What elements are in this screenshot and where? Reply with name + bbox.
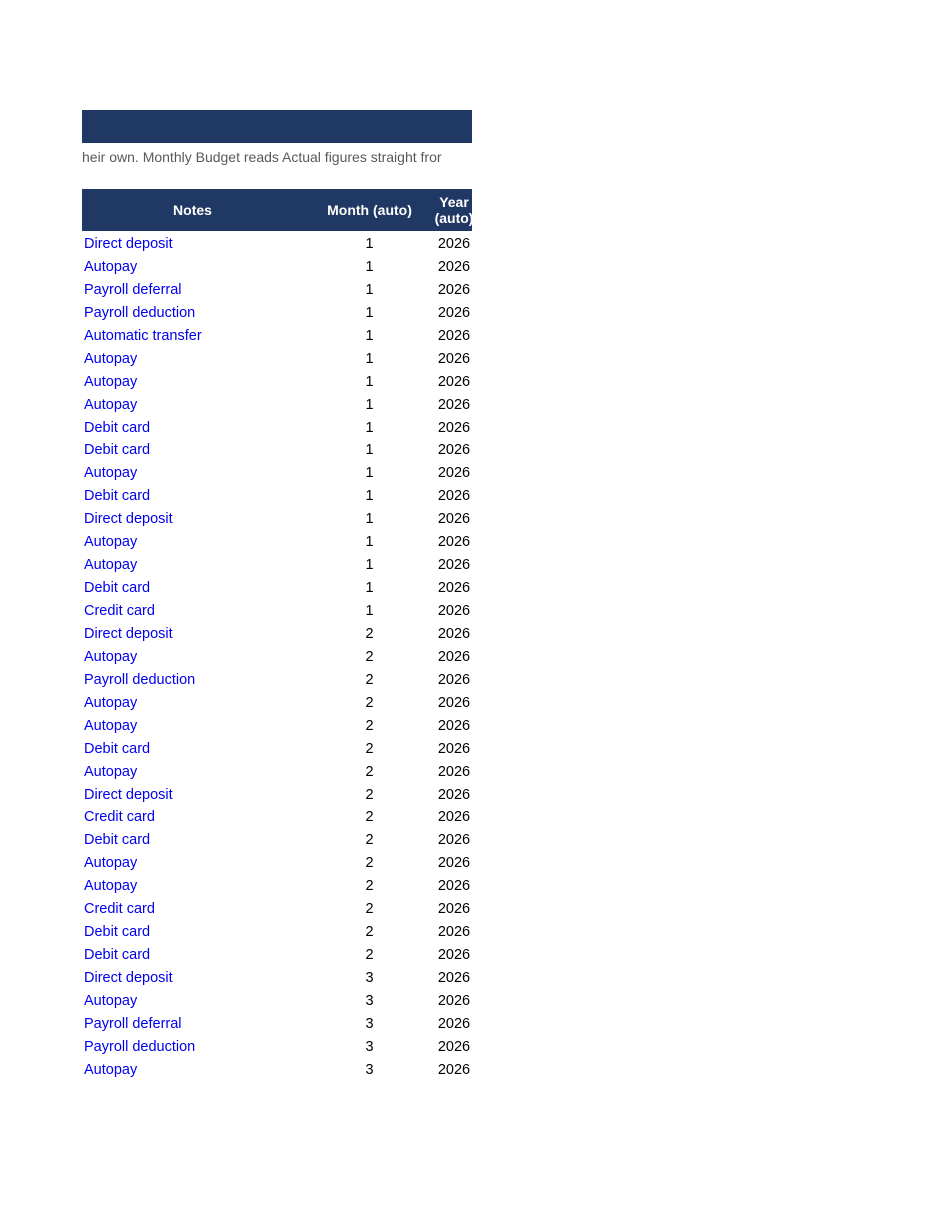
table-row	[82, 508, 472, 531]
year-cell[interactable]: 2026	[437, 281, 471, 298]
month-cell[interactable]: 1	[365, 603, 374, 619]
notes-cell[interactable]: Autopay	[84, 694, 138, 711]
notes-cell[interactable]: Direct deposit	[84, 625, 173, 642]
year-cell[interactable]: 2026	[437, 625, 471, 642]
month-cell[interactable]: 1	[365, 258, 374, 275]
table-row	[82, 669, 472, 692]
year-cell[interactable]: 2026	[437, 924, 471, 941]
month-cell[interactable]: 3	[365, 1015, 374, 1032]
year-cell[interactable]: 2026	[437, 992, 471, 1009]
table-row	[82, 462, 472, 485]
notes-cell[interactable]: Autopay	[84, 350, 138, 367]
month-cell[interactable]: 1	[365, 236, 374, 252]
notes-cell[interactable]: Autopay	[84, 1061, 138, 1078]
notes-cell[interactable]: Autopay	[84, 763, 138, 780]
table-row	[82, 1059, 472, 1082]
notes-cell[interactable]: Debit card	[84, 580, 151, 597]
table-row	[82, 1013, 472, 1036]
description-text-content: heir own. Monthly Budget reads Actual figures straight fror	[82, 149, 442, 165]
notes-cell[interactable]: Debit card	[84, 924, 151, 941]
table-row	[82, 417, 472, 440]
month-cell[interactable]: 2	[365, 763, 374, 780]
month-cell[interactable]: 1	[365, 557, 374, 574]
month-cell[interactable]: 2	[365, 717, 374, 734]
year-cell[interactable]: 2026	[437, 373, 471, 390]
table-row	[82, 623, 472, 646]
column-header-year[interactable]: Year (auto)	[434, 194, 474, 226]
month-cell[interactable]: 2	[365, 924, 374, 941]
table-row	[82, 531, 472, 554]
year-cell[interactable]: 2026	[437, 327, 471, 344]
notes-cell[interactable]: Autopay	[84, 396, 138, 413]
notes-cell[interactable]: Debit card	[84, 442, 151, 459]
month-cell[interactable]: 2	[365, 740, 374, 757]
notes-cell[interactable]: Autopay	[84, 717, 138, 734]
table-row	[82, 875, 472, 898]
table-row	[82, 944, 472, 967]
month-cell[interactable]: 2	[365, 809, 374, 826]
notes-cell[interactable]: Payroll deduction	[84, 304, 196, 321]
month-cell[interactable]: 2	[365, 832, 374, 849]
table-row	[82, 554, 472, 577]
month-cell[interactable]: 2	[365, 947, 374, 964]
year-cell[interactable]: 2026	[437, 901, 471, 918]
year-cell[interactable]: 2026	[437, 580, 471, 597]
notes-cell[interactable]: Debit card	[84, 419, 151, 436]
month-cell[interactable]: 2	[365, 878, 374, 895]
title-banner	[82, 110, 472, 143]
year-cell[interactable]: 2026	[437, 350, 471, 367]
month-cell[interactable]: 1	[365, 580, 374, 597]
table-row	[82, 394, 472, 417]
month-cell[interactable]: 1	[365, 419, 374, 436]
table-row	[82, 577, 472, 600]
notes-cell[interactable]: Autopay	[84, 878, 138, 895]
year-cell[interactable]: 2026	[437, 970, 471, 986]
year-cell[interactable]: 2026	[437, 465, 471, 482]
notes-cell[interactable]: Automatic transfer	[84, 327, 202, 344]
month-cell[interactable]: 3	[365, 1038, 374, 1055]
year-cell[interactable]: 2026	[437, 809, 471, 826]
notes-cell[interactable]: Direct deposit	[84, 786, 173, 803]
year-cell[interactable]: 2026	[437, 304, 471, 321]
month-cell[interactable]: 2	[365, 671, 374, 688]
notes-cell[interactable]: Payroll deduction	[84, 1038, 196, 1055]
year-cell[interactable]: 2026	[437, 1038, 471, 1055]
notes-cell[interactable]: Autopay	[84, 855, 138, 872]
table-row	[82, 898, 472, 921]
notes-cell[interactable]: Payroll deferral	[84, 1015, 182, 1032]
table-row	[82, 439, 472, 462]
notes-cell[interactable]: Autopay	[84, 534, 138, 551]
table-row	[82, 325, 472, 348]
month-cell[interactable]: 3	[365, 970, 374, 986]
table-row	[82, 692, 472, 715]
table-row	[82, 806, 472, 829]
column-header-month[interactable]: Month (auto)	[327, 202, 412, 218]
table-row	[82, 921, 472, 944]
year-cell[interactable]: 2026	[437, 855, 471, 872]
table-row	[82, 646, 472, 669]
notes-cell[interactable]: Payroll deduction	[84, 671, 196, 688]
month-cell[interactable]: 1	[365, 442, 374, 459]
month-cell[interactable]: 1	[365, 327, 374, 344]
year-cell[interactable]: 2026	[437, 396, 471, 413]
notes-cell[interactable]: Credit card	[84, 809, 155, 826]
year-cell[interactable]: 2026	[437, 947, 471, 964]
table-row	[82, 761, 472, 784]
year-cell[interactable]: 2026	[437, 740, 471, 757]
notes-cell[interactable]: Autopay	[84, 373, 138, 390]
notes-cell[interactable]: Credit card	[84, 901, 155, 918]
year-cell[interactable]: 2026	[437, 717, 471, 734]
spreadsheet-page	[82, 110, 472, 1082]
year-cell[interactable]: 2026	[437, 258, 471, 275]
notes-cell[interactable]: Autopay	[84, 992, 138, 1009]
year-cell[interactable]: 2026	[437, 786, 471, 803]
month-cell[interactable]: 1	[365, 511, 374, 528]
table-header	[82, 189, 472, 231]
table-row	[82, 784, 472, 807]
table-row	[82, 967, 472, 990]
table-row	[82, 852, 472, 875]
notes-cell[interactable]: Debit card	[84, 740, 151, 757]
notes-cell[interactable]: Debit card	[84, 947, 151, 964]
month-cell[interactable]: 3	[365, 1061, 374, 1078]
year-cell[interactable]: 2026	[437, 832, 471, 849]
year-cell[interactable]: 2026	[437, 557, 471, 574]
table-row	[82, 829, 472, 852]
table-row	[82, 233, 472, 256]
month-cell[interactable]: 3	[365, 992, 374, 1009]
month-cell[interactable]: 2	[365, 901, 374, 918]
notes-cell[interactable]: Direct deposit	[84, 236, 173, 252]
table-row	[82, 371, 472, 394]
notes-cell[interactable]: Direct deposit	[84, 511, 173, 528]
notes-cell[interactable]: Debit card	[84, 832, 151, 849]
table-row	[82, 715, 472, 738]
month-cell[interactable]: 1	[365, 304, 374, 321]
month-cell[interactable]: 1	[365, 373, 374, 390]
notes-cell[interactable]: Autopay	[84, 648, 138, 665]
notes-cell[interactable]: Autopay	[84, 557, 138, 574]
table-row	[82, 600, 472, 623]
year-cell[interactable]: 2026	[437, 442, 471, 459]
year-cell[interactable]: 2026	[437, 236, 471, 252]
month-cell[interactable]: 1	[365, 396, 374, 413]
table-row	[82, 1036, 472, 1059]
month-cell[interactable]: 2	[365, 648, 374, 665]
month-cell[interactable]: 2	[365, 625, 374, 642]
notes-cell[interactable]: Debit card	[84, 488, 151, 505]
month-cell[interactable]: 2	[365, 786, 374, 803]
year-cell[interactable]: 2026	[437, 878, 471, 895]
year-cell[interactable]: 2026	[437, 1015, 471, 1032]
year-cell[interactable]: 2026	[437, 671, 471, 688]
year-cell[interactable]: 2026	[437, 694, 471, 711]
month-cell[interactable]: 1	[365, 534, 374, 551]
year-cell[interactable]: 2026	[437, 419, 471, 436]
table-row	[82, 348, 472, 371]
notes-cell[interactable]: Credit card	[84, 603, 155, 619]
notes-cell[interactable]: Direct deposit	[84, 970, 173, 986]
table-row	[82, 279, 472, 302]
table-row	[82, 485, 472, 508]
notes-cell[interactable]: Autopay	[84, 258, 138, 275]
table-row	[82, 990, 472, 1013]
notes-cell[interactable]: Autopay	[84, 465, 138, 482]
column-header-notes[interactable]: Notes	[173, 202, 212, 218]
table-row	[82, 738, 472, 761]
year-cell[interactable]: 2026	[437, 1061, 471, 1078]
month-cell[interactable]: 1	[365, 281, 374, 298]
table-body	[82, 233, 472, 1082]
year-cell[interactable]: 2026	[437, 511, 471, 528]
year-cell[interactable]: 2026	[437, 534, 471, 551]
notes-cell[interactable]: Payroll deferral	[84, 281, 182, 298]
month-cell[interactable]: 2	[365, 694, 374, 711]
year-cell[interactable]: 2026	[437, 488, 471, 505]
year-cell[interactable]: 2026	[437, 763, 471, 780]
table-row	[82, 256, 472, 279]
month-cell[interactable]: 1	[365, 488, 374, 505]
month-cell[interactable]: 1	[365, 465, 374, 482]
year-cell[interactable]: 2026	[437, 648, 471, 665]
month-cell[interactable]: 2	[365, 855, 374, 872]
description-text	[82, 145, 472, 169]
year-cell[interactable]: 2026	[437, 603, 471, 619]
table-row	[82, 302, 472, 325]
month-cell[interactable]: 1	[365, 350, 374, 367]
